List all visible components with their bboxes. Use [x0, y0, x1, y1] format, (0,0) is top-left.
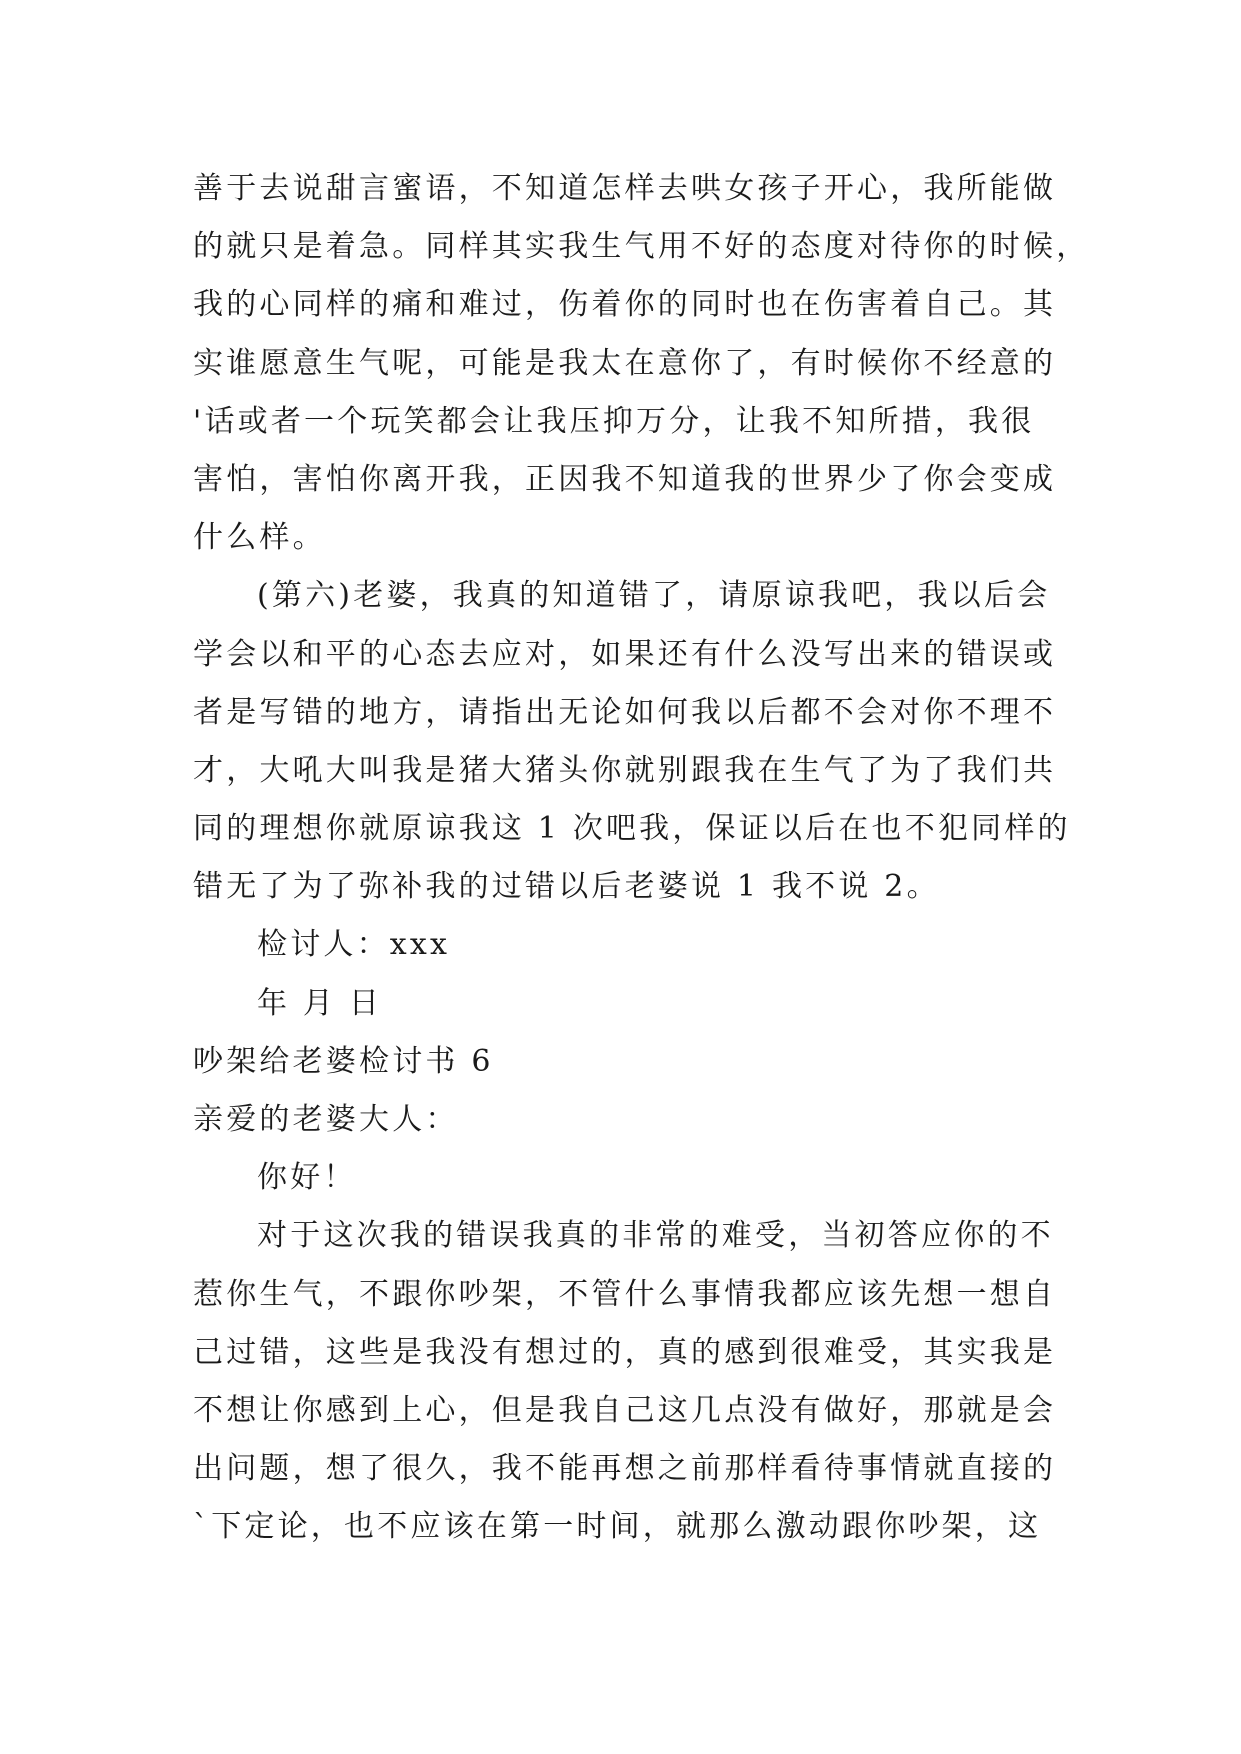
text-line: 亲爱的老婆大人：: [193, 1102, 459, 1137]
text-line: 什么样。: [193, 520, 326, 556]
text-line: 己过错，这些是我没有想过的，真的感到很难受，其实我是: [193, 1334, 1057, 1370]
text-line: (第六)老婆，我真的知道错了，请原谅我吧，我以后会: [257, 578, 1051, 614]
text-line: '话或者一个玩笑都会让我压抑万分，让我不知所措，我很: [193, 403, 1035, 439]
text-line: 检讨人：xxx: [257, 927, 451, 963]
text-line: 实谁愿意生气呢，可能是我太在意你了，有时候你不经意的: [193, 345, 1057, 381]
text-line: 害怕，害怕你离开我，正因我不知道我的世界少了你会变成: [193, 461, 1057, 497]
text-line: 对于这次我的错误我真的非常的难受，当初答应你的不: [257, 1218, 1054, 1254]
text-line: 才，大吼大叫我是猪大猪头你就别跟我在生气了为了我们共: [193, 752, 1057, 788]
text-line: 我的心同样的痛和难过，伤着你的同时也在伤害着自己。其: [193, 287, 1057, 323]
text-line: `下定论，也不应该在第一时间，就那么激动跟你吵架，这: [193, 1509, 1042, 1545]
text-line: 你好！: [257, 1160, 357, 1196]
document-body: [193, 160, 1090, 1557]
text-line: 者是写错的地方，请指出无论如何我以后都不会对你不理不: [193, 694, 1057, 730]
text-line: 吵架给老婆检讨书 6: [193, 1043, 494, 1079]
text-line: 错无了为了弥补我的过错以后老婆说 1 我不说 2。: [193, 869, 940, 905]
text-line: 的就只是着急。同样其实我生气用不好的态度对待你的时候，: [193, 229, 1090, 265]
text-line: 学会以和平的心态去应对，如果还有什么没写出来的错误或: [193, 636, 1057, 672]
text-line: 不想让你感到上心，但是我自己这几点没有做好，那就是会: [193, 1392, 1057, 1428]
text-line: 年 月 日: [257, 985, 383, 1021]
text-line: 惹你生气，不跟你吵架，不管什么事情我都应该先想一想自: [193, 1276, 1057, 1312]
text-line: 出问题，想了很久，我不能再想之前那样看待事情就直接的: [193, 1451, 1057, 1487]
text-line: 善于去说甜言蜜语，不知道怎样去哄女孩子开心，我所能做: [193, 171, 1057, 206]
text-line: 同的理想你就原谅我这 1 次吧我，保证以后在也不犯同样的: [193, 811, 1071, 847]
